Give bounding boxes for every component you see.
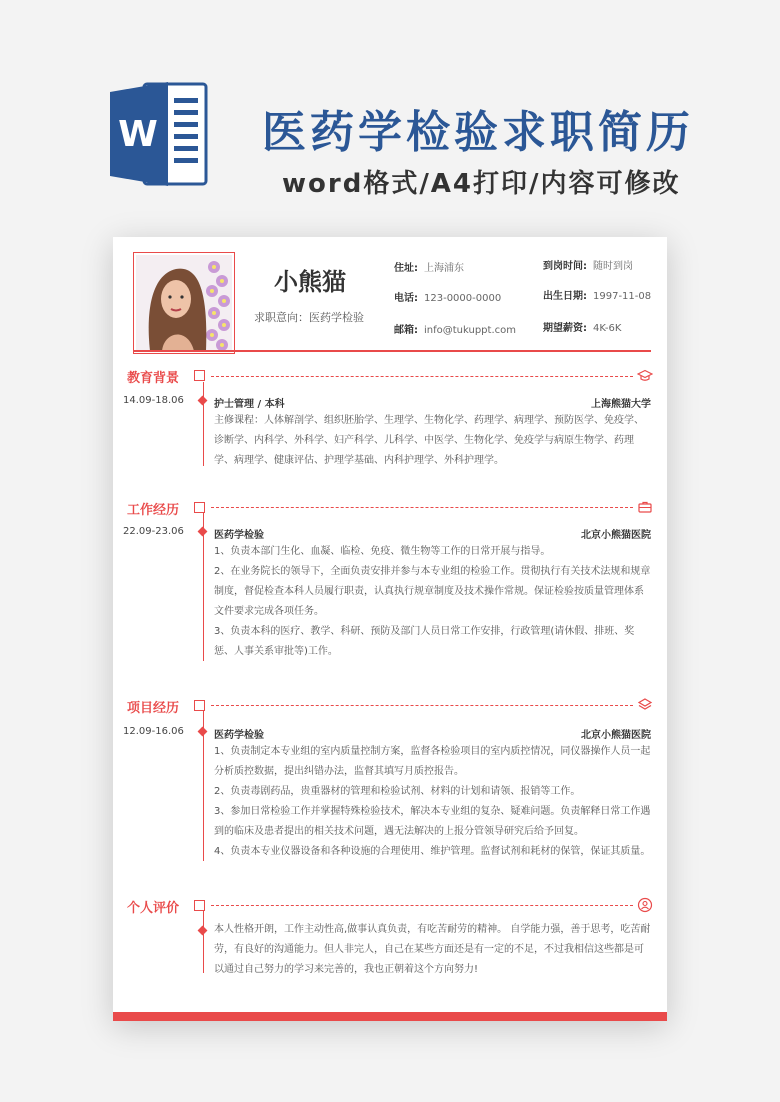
education-school: 上海熊猫大学 [591,399,651,410]
project-date: 12.09-16.06 [123,726,184,737]
work-duties: 1、负责本部门生化、血凝、临检、免疫、微生物等工作的日常开展与指导。 2、在业务院长的领导下，全面负责安排并参与本专业组的检验工作。贯彻执行有关技术法规和规章制度，督促检查本科人员履行职责，认真执行规章制度及技术操作常规。保证检验按质量管理体系文件要求完成各项任务。 3、负责本科的医疗、教学、科研、预防及部门人员日常工作安排，行政管理(请休假、排班、奖惩、人事关系审批等)工作。 [214,546,651,657]
info-availability: 到岗时间: 随时到岗 [543,261,633,272]
avatar [136,255,232,351]
section-divider [211,507,633,508]
graduation-cap-icon [637,368,653,384]
timeline-dot [198,527,208,537]
work-employer: 北京小熊猫医院 [581,530,651,541]
info-address: 住址: 上海浦东 [394,263,464,274]
education-courses: 主修课程：人体解剖学、组织胚胎学、生理学、生物化学、药理学、病理学、预防医学、免疫学、诊断学、内科学、外科学、妇产科学、儿科学、中医学、生物化学、免疫学与病原生物学、药理学、病理学、健康评估、护理学基础、内科护理学、外科护理学。 [214,415,644,466]
info-phone: 电话: 123-0000-0000 [394,293,502,304]
education-date: 14.09-18.06 [123,395,184,406]
section-marker [194,700,205,711]
section-marker [194,370,205,381]
project-role: 医药学检验 [214,730,264,741]
section-title-work: 工作经历 [127,503,180,518]
project-duties: 1、负责制定本专业组的室内质量控制方案，监督各检验项目的室内质控情况，同仪器操作人员一起分析质控数据，提出纠错办法，监督其填写月质控报告。 2、负责毒剧药品，贵重器材的管理和检验试剂、材料的计划和请领、报销等工作。 3、参加日常检验工作并掌握特殊检验技术，解决本专业组的复杂、疑难问题。负责解释日常工作遇到的临床及患者提出的相关技术问题，遇无法解决的上报分管领导研究后给予回复。 4、负责本专业仪器设备和各种设施的合理使用、维护管理。监督试剂和耗材的保管，保证其质量。 [214,746,651,857]
user-circle-icon [637,897,653,913]
timeline-evaluation [203,911,204,973]
section-divider [211,905,633,906]
header-divider [133,350,651,352]
banner-subtitle: word格式/A4打印/内容可修改 [282,169,681,199]
banner-title: 医药学检验求职简历 [262,107,694,158]
layers-icon [637,697,653,713]
word-logo-icon [110,78,210,190]
info-email: 邮箱: info@tukuppt.com [394,325,516,336]
resume-paper [113,237,667,1021]
section-marker [194,900,205,911]
footer-bar [113,1012,667,1021]
evaluation-text: 本人性格开朗，工作主动性高,做事认真负责，有吃苦耐劳的精神。 自学能力强，善于思考，吃苦耐劳，有良好的沟通能力。但人非完人，自己在某些方面还是有一定的不足，不过我相信这些都是可以通过自己努力的学习来完善的，我也正朝着这个方向努力! [214,924,651,975]
work-date: 22.09-23.06 [123,526,184,537]
section-divider [211,376,633,377]
section-title-evaluation: 个人评价 [127,901,180,916]
work-role: 医药学检验 [214,530,264,541]
profile-photo [133,252,235,354]
info-birthdate: 出生日期: 1997-11-08 [543,291,652,302]
briefcase-icon [637,499,653,515]
candidate-name: 小熊猫 [274,268,346,296]
timeline-dot [198,727,208,737]
timeline-dot [198,396,208,406]
section-title-project: 项目经历 [127,701,180,716]
section-title-education: 教育背景 [127,371,180,386]
timeline-education [203,382,204,466]
svg-text:W: W [118,114,158,155]
section-marker [194,502,205,513]
education-role: 护士管理 / 本科 [214,399,285,410]
timeline-dot [198,926,208,936]
section-divider [211,705,633,706]
job-intent: 求职意向：医药学检验 [254,311,364,324]
info-salary: 期望薪资: 4K-6K [543,323,622,334]
project-employer: 北京小熊猫医院 [581,730,651,741]
